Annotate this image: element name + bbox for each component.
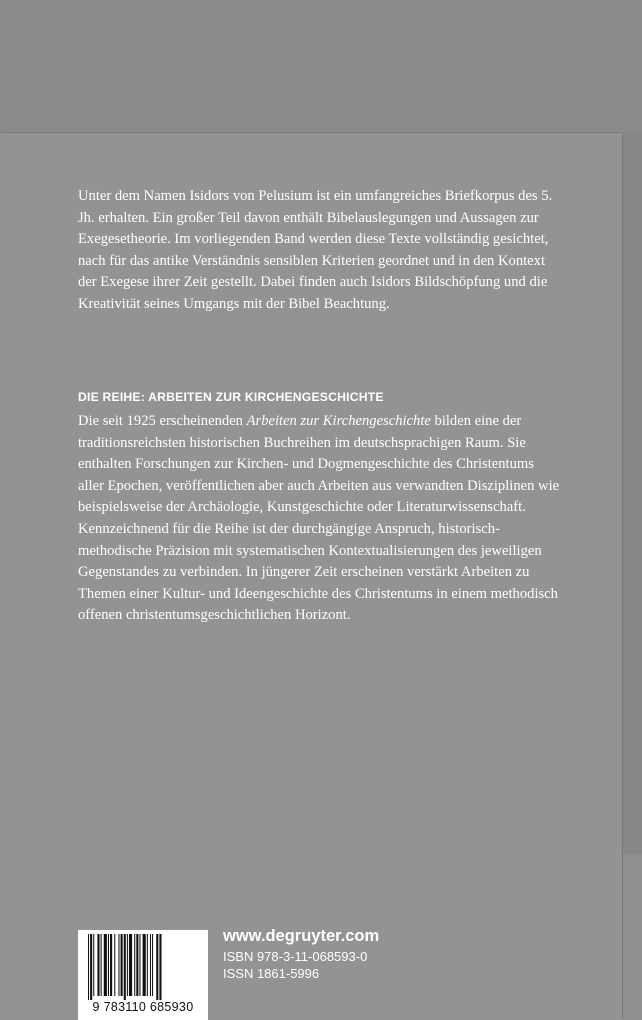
barcode-bar	[129, 934, 132, 996]
barcode-bars	[88, 934, 198, 1000]
barcode-bar	[121, 934, 123, 996]
barcode-bar	[139, 934, 140, 996]
barcode-bar	[114, 934, 115, 996]
top-background-band	[0, 0, 642, 133]
barcode-bar	[108, 934, 109, 996]
barcode-bar	[143, 934, 146, 996]
barcode	[78, 930, 208, 1020]
barcode-bar	[124, 934, 126, 1000]
barcode-bar	[93, 934, 94, 996]
barcode-bar	[156, 934, 158, 1000]
series-title-italic: Arbeiten zur Kirchengeschichte	[246, 413, 431, 429]
cover-right-edge	[622, 133, 642, 854]
series-description	[78, 411, 560, 627]
barcode-bar	[118, 934, 119, 996]
barcode-bar	[90, 934, 92, 1000]
series-heading: DIE REIHE: ARBEITEN ZUR KIRCHENGESCHICHTE	[78, 390, 384, 404]
barcode-bar	[110, 934, 112, 996]
barcode-bar	[134, 934, 135, 996]
barcode-bar	[127, 934, 128, 996]
barcode-bar	[97, 934, 99, 996]
issn-number: ISSN 1861-5996	[223, 966, 320, 981]
barcode-digits: 9 783110 685930	[92, 1000, 194, 1014]
cover-right-edge-lower	[622, 854, 642, 1020]
barcode-bar	[101, 934, 102, 996]
barcode-bar	[88, 934, 89, 1000]
barcode-bar	[159, 934, 161, 1000]
publisher-url[interactable]: www.degruyter.com	[223, 927, 380, 945]
barcode-bar	[147, 934, 148, 996]
barcode-bar	[104, 934, 107, 996]
isbn-number: ISBN 978-3-11-068593-0	[223, 949, 368, 964]
series-text-after: bilden eine der traditionsreichsten historischen Buchreihen im deutschsprachigen Raum. Sie enthalten Forschungen zur Kirchen- und Dogmengeschichte des Christentums aller Epochen, veröffentlichen aber auch Arbeiten aus verwandten Disziplinen wie beispielsweise der Archäologie, Kunstgeschichte oder Literaturwissenschaft. Kennzeichnend für die Reihe ist der durchgängige Anspruch, historisch-methodische Präzision mit systematischen Kontextualisierungen des jeweiligen Gegenstandes zu verbinden. In jüngerer Zeit erscheinen verstärkt Arbeiten zu Themen einer Kultur- und Ideengeschichte des Christentums in einem methodisch offenen christentumsgeschichtlichen Horizont.	[78, 413, 560, 624]
barcode-bar	[150, 934, 151, 996]
series-text-before: Die seit 1925 erscheinenden	[78, 413, 247, 429]
barcode-bar	[136, 934, 138, 996]
barcode-bar	[152, 934, 153, 996]
book-blurb: Unter dem Namen Isidors von Pelusium ist ein umfangreiches Briefkorpus des 5. Jh. erhalten. Ein großer Teil davon enthält Bibelauslegungen und Aussagen zur Exegesetheorie. Im vorliegenden Band werden diese Texte vollständig gesichtet, nach für das antike Verständnis sensiblen Kriterien geordnet und in den Kontext der Exegese ihrer Zeit gestellt. Dabei finden auch Isidors Bildschöpfung und die Kreativität seines Umgangs mit der Bibel Beachtung.	[78, 188, 553, 312]
